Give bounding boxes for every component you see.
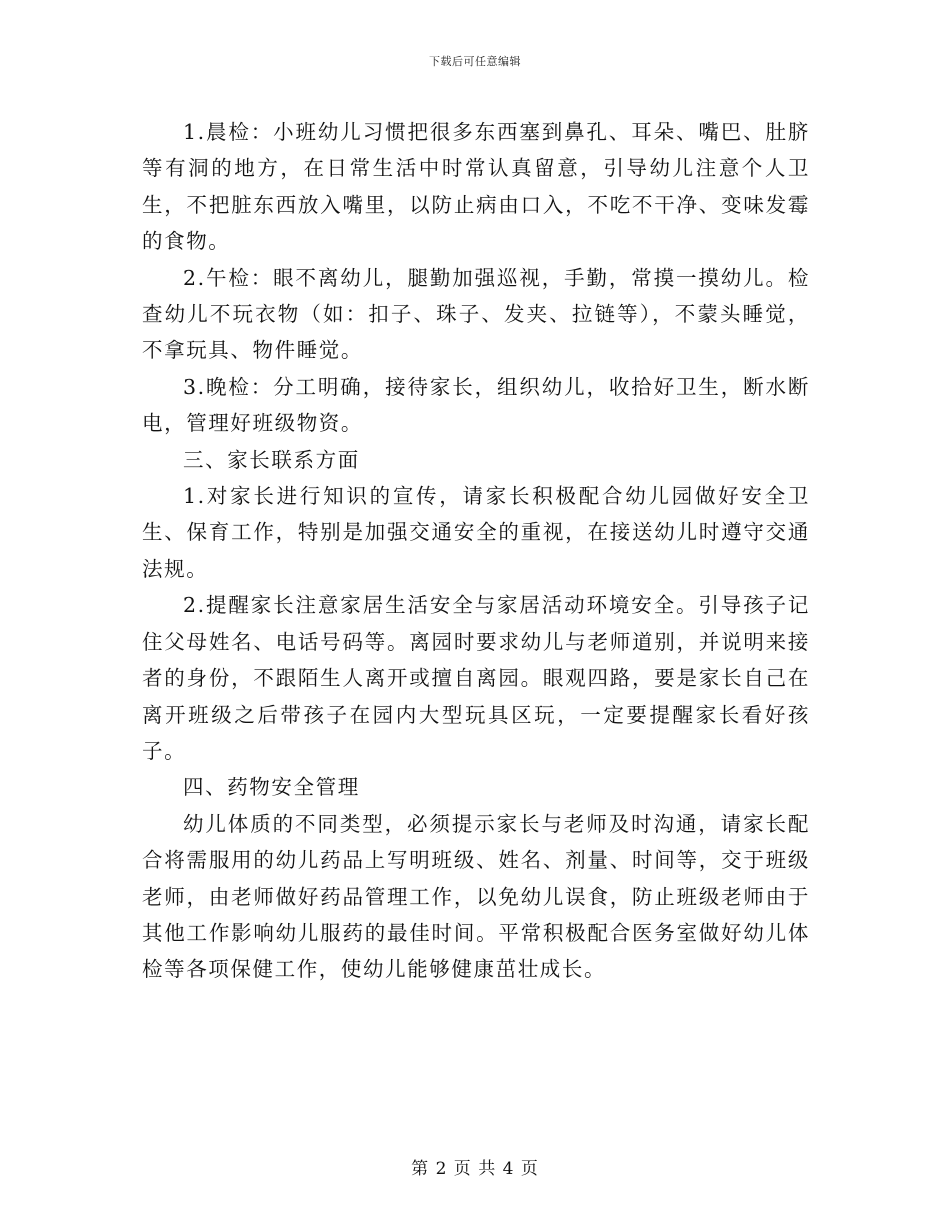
- paragraph-morning-check: 1.晨检：小班幼儿习惯把很多东西塞到鼻孔、耳朵、嘴巴、肚脐等有洞的地方，在日常生活中时常认真留意，引导幼儿注意个人卫生，不把脏东西放入嘴里，以防止病由口入，不吃不干净、变味发霉的食物。: [142, 120, 810, 254]
- section-heading-medicine-safety: 四、药物安全管理: [183, 775, 360, 800]
- document-body: [142, 114, 810, 988]
- paragraph-noon-check: 2.午检：眼不离幼儿，腿勤加强巡视，手勤，常摸一摸幼儿。检查幼儿不玩衣物（如：扣子、珠子、发夹、拉链等），不蒙头睡觉，不拿玩具、物件睡觉。: [142, 265, 810, 363]
- paragraph-parent-education: 1.对家长进行知识的宣传，请家长积极配合幼儿园做好安全卫生、保育工作，特别是加强交通安全的重视，在接送幼儿时遵守交通法规。: [142, 484, 810, 581]
- section-heading-parent-contact: 三、家长联系方面: [183, 447, 360, 472]
- page-footer: 第 2 页 共 4 页: [411, 1159, 539, 1179]
- paragraph-evening-check: 3.晚检：分工明确，接待家长，组织幼儿，收拾好卫生，断水断电，管理好班级物资。: [142, 374, 810, 436]
- paragraph-home-safety: 2.提醒家长注意家居生活安全与家居活动环境安全。引导孩子记住父母姓名、电话号码等。离园时要求幼儿与老师道别，并说明来接者的身份，不跟陌生人离开或擅自离园。眼观四路，要是家长自己在离开班级之后带孩子在园内大型玩具区玩，一定要提醒家长看好孩子。: [142, 593, 810, 763]
- paragraph-medicine-management: 幼儿体质的不同类型，必须提示家长与老师及时沟通，请家长配合将需服用的幼儿药品上写明班级、姓名、剂量、时间等，交于班级老师，由老师做好药品管理工作，以免幼儿误食，防止班级老师由于其他工作影响幼儿服药的最佳时间。平常积极配合医务室做好幼儿体检等各项保健工作，使幼儿能够健康茁壮成长。: [142, 811, 810, 982]
- page-header: 下载后可任意编辑: [429, 55, 521, 68]
